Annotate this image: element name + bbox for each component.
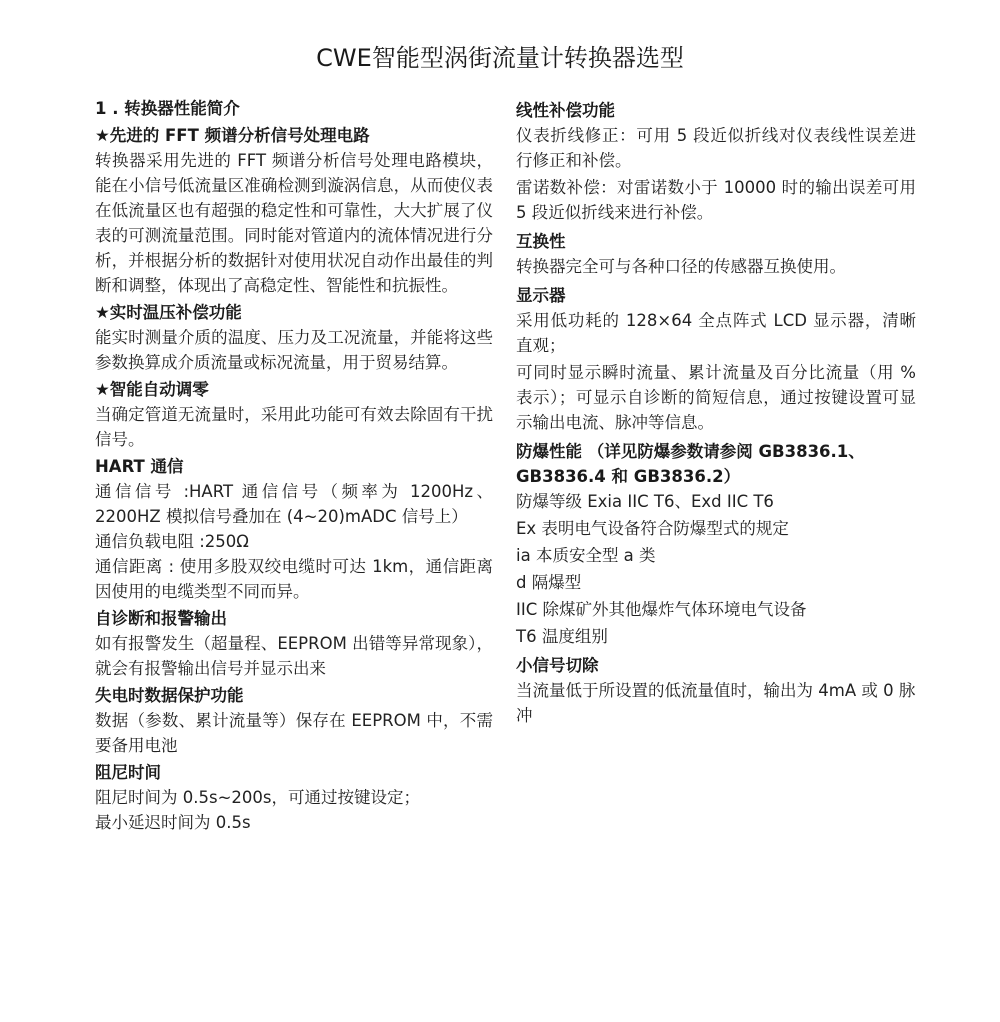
section-heading-interchangeability: 互换性 [516,232,566,251]
left-column [95,94,493,835]
section-heading-display: 显示器 [516,286,566,305]
paragraph-auto-zero: 当确定管道无流量时，采用此功能可有效去除固有干扰信号。 [95,405,493,449]
page-title: CWE智能型涡街流量计转换器选型 [316,44,684,72]
right-column [516,94,916,730]
paragraph-d-meaning: d 隔爆型 [516,573,582,592]
paragraph-compensation: 能实时测量介质的温度、压力及工况流量，并能将这些参数换算成介质流量或标况流量，用于贸易结算。 [95,328,493,372]
paragraph-hart-load: 通信负载电阻 :250Ω [95,532,249,551]
section-heading-diagnosis: 自诊断和报警输出 [95,609,227,628]
paragraph-small-signal-cutoff: 当流量低于所设置的低流量值时，输出为 4mA 或 0 脉冲 [516,681,916,725]
paragraph-data-protection: 数据（参数、累计流量等）保存在 EEPROM 中，不需要备用电池 [95,711,493,755]
subheading-fft: ★先进的 FFT 频谱分析信号处理电路 [95,126,370,145]
paragraph-hart-signal: 通信信号 :HART 通信信号（频率为 1200Hz、2200HZ 模拟信号叠加在 (4~20)mADC 信号上） [95,482,493,526]
paragraph-fft: 转换器采用先进的 FFT 频谱分析信号处理电路模块，能在小信号低流量区准确检测到漩涡信息，从而使仪表在低流量区也有超强的稳定性和可靠性，大大扩展了仪表的可测流量范围。同时能对管道内的流体情况进行分析，并根据分析的数据针对使用状况自动作出最佳的判断和调整，体现出了高稳定性、智能性和抗振性。 [95,151,493,295]
paragraph-t6-meaning: T6 温度组别 [516,627,608,646]
paragraph-ex-grade: 防爆等级 Exia IIC T6、Exd IIC T6 [516,492,774,511]
paragraph-reynolds-compensation: 雷诺数补偿：对雷诺数小于 10000 时的输出误差可用 5 段近似折线来进行补偿。 [516,178,916,222]
paragraph-polyline-correction: 仪表折线修正：可用 5 段近似折线对仪表线性误差进行修正和补偿。 [516,126,916,170]
paragraph-hart-distance: 通信距离 : 使用多股双绞电缆时可达 1km，通信距离因使用的电缆类型不同而异。 [95,557,493,601]
section-heading-hart: HART 通信 [95,457,184,476]
paragraph-damping-time: 阻尼时间为 0.5s~200s，可通过按键设定； [95,788,420,807]
paragraph-iic-meaning: IIC 除煤矿外其他爆炸气体环境电气设备 [516,600,807,619]
subheading-auto-zero: ★智能自动调零 [95,380,209,399]
section-heading-damping: 阻尼时间 [95,763,161,782]
subheading-compensation: ★实时温压补偿功能 [95,303,242,322]
paragraph-min-delay: 最小延迟时间为 0.5s [95,813,251,832]
paragraph-interchangeability: 转换器完全可与各种口径的传感器互换使用。 [516,257,846,276]
paragraph-ia-meaning: ia 本质安全型 a 类 [516,546,656,565]
paragraph-ex-meaning: Ex 表明电气设备符合防爆型式的规定 [516,519,789,538]
section-heading-data-protection: 失电时数据保护功能 [95,686,244,705]
section-heading-intro: 1 . 转换器性能简介 [95,99,240,118]
section-heading-linearity: 线性补偿功能 [516,101,615,120]
section-heading-explosion-proof: 防爆性能 （详见防爆参数请参阅 GB3836.1、GB3836.4 和 GB3836.2） [516,442,865,486]
paragraph-diagnosis: 如有报警发生（超量程、EEPROM 出错等异常现象），就会有报警输出信号并显示出来 [95,634,493,678]
paragraph-display-lcd: 采用低功耗的 128×64 全点阵式 LCD 显示器，清晰直观； [516,311,916,355]
section-heading-small-signal-cutoff: 小信号切除 [516,656,599,675]
paragraph-display-content: 可同时显示瞬时流量、累计流量及百分比流量（用 % 表示）；可显示自诊断的简短信息，通过按键设置可显示输出电流、脉冲等信息。 [516,363,916,432]
